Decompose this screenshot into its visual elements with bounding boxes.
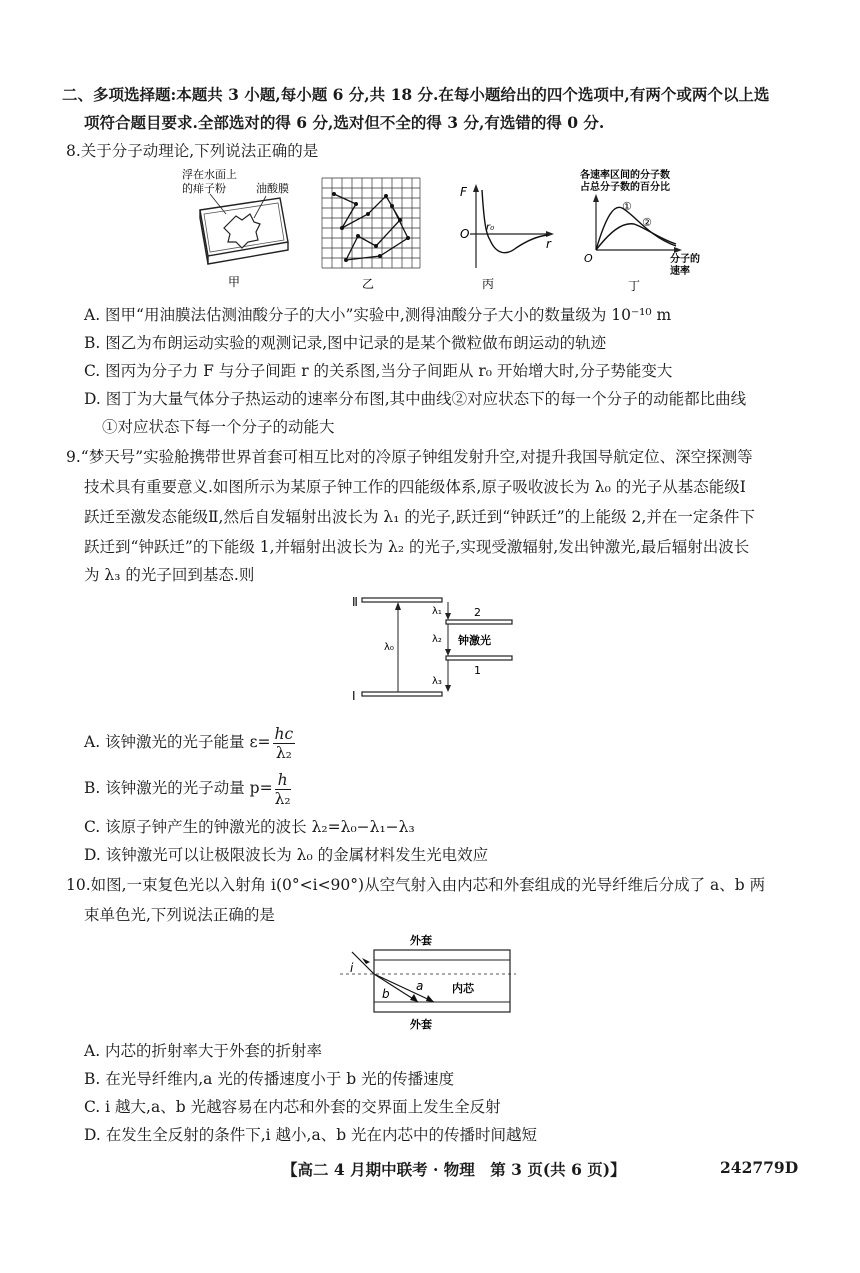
exam-code: 242779D [720, 1158, 799, 1177]
label-powder-2: 的痱子粉 [182, 182, 226, 195]
label-powder-1: 浮在水面上 [182, 168, 237, 181]
label-ding-title-1: 各速率区间的分子数 [580, 170, 670, 181]
q9-stem-line2: 技术具有重要意义.如图所示为某原子钟工作的四能级体系,原子吸收波长为 λ₀ 的光子从基态能级Ⅰ [84, 478, 746, 496]
q10-option-d: D. 在发生全反射的条件下,i 越小,a、b 光在内芯中的传播时间越短 [84, 1126, 538, 1144]
section-heading-line1: 二、多项选择题:本题共 3 小题,每小题 6 分,共 18 分.在每小题给出的四个选项中,有两个或两个以上选 [62, 85, 770, 104]
q10-stem-line1: 10.如图,一束复色光以入射角 i(0°<i<90°)从空气射入由内芯和外套组成的光导纤维后分成了 a、b 两 [66, 876, 766, 894]
q9-stem-line1: 9.“梦天号”实验舱携带世界首套可相互比对的冷原子钟组发射升空,对提升我国导航定位、深空探测等 [66, 448, 753, 466]
q9-stem-line3: 跃迁至激发态能级Ⅱ,然后自发辐射出波长为 λ₁ 的光子,跃迁到“钟跃迁”的上能级 2,并在一定条件下 [84, 508, 755, 526]
caption-yi: 乙 [362, 277, 375, 291]
figure-jia [170, 164, 300, 294]
label-cladding-top: 外套 [410, 934, 432, 947]
label-lambda0: λ₀ [384, 642, 394, 653]
q8-option-c: C. 图丙为分子力 F 与分子间距 r 的关系图,当分子间距从 r₀ 开始增大时,分子势能变大 [84, 362, 673, 380]
label-lambda2: λ₂ [432, 634, 442, 645]
label-level-I: Ⅰ [352, 689, 356, 703]
figure-ding [578, 166, 708, 294]
label-r: r [546, 237, 551, 251]
caption-ding: 丁 [628, 279, 641, 293]
q8-stem: 8.关于分子动理论,下列说法正确的是 [66, 142, 319, 160]
caption-bing: 丙 [482, 277, 495, 291]
fraction-denominator: λ₂ [275, 743, 292, 762]
q9-stem-line5: 为 λ₃ 的光子回到基态.则 [84, 566, 255, 584]
page-footer: 【高二 4 月期中联考 · 物理 第 3 页(共 6 页)】 [282, 1160, 626, 1179]
label-ray-a: a [416, 979, 424, 993]
label-O: O [460, 227, 470, 241]
q8-option-a: A. 图甲“用油膜法估测油酸分子的大小”实验中,测得油酸分子大小的数量级为 10⁻¹⁰ m [84, 306, 672, 324]
fraction-numerator: hc [274, 724, 294, 743]
figure-yi [320, 176, 430, 294]
q9-option-b [84, 770, 293, 808]
fraction-h-lambda2 [275, 771, 291, 808]
fraction-denominator: λ₂ [274, 789, 291, 808]
label-ding-x-2: 速率 [670, 266, 690, 277]
label-r0: r₀ [486, 222, 495, 233]
label-clock-laser: 钟激光 [458, 634, 491, 647]
label-oil-film: 油酸膜 [256, 182, 289, 195]
q10-option-b: B. 在光导纤维内,a 光的传播速度小于 b 光的传播速度 [84, 1070, 455, 1088]
caption-jia: 甲 [228, 275, 241, 289]
optical-fiber-diagram [340, 930, 530, 1034]
label-cladding-bottom: 外套 [410, 1018, 432, 1031]
q10-option-c: C. i 越大,a、b 光越容易在内芯和外套的交界面上发生全反射 [84, 1098, 501, 1116]
label-lambda1: λ₁ [432, 606, 442, 617]
label-lambda3: λ₃ [432, 676, 442, 687]
q8-option-d-line1: D. 图丁为大量气体分子热运动的速率分布图,其中曲线②对应状态下的每一个分子的动能都比曲线 [84, 390, 747, 408]
label-ding-title-2: 占总分子数的百分比 [580, 182, 670, 193]
label-ray-b: b [382, 987, 390, 1001]
label-F: F [460, 185, 467, 199]
label-angle-i: i [350, 961, 354, 975]
q10-stem-line2: 束单色光,下列说法正确的是 [84, 906, 275, 924]
q9-option-c: C. 该原子钟产生的钟激光的波长 λ₂=λ₀−λ₁−λ₃ [84, 818, 415, 836]
label-curve-2: ② [642, 216, 652, 229]
q8-option-b: B. 图乙为布朗运动实验的观测记录,图中记录的是某个微粒做布朗运动的轨迹 [84, 334, 607, 352]
q9-option-b-text: B. 该钟激光的光子动量 p= [84, 779, 273, 797]
label-ding-O: O [584, 252, 593, 265]
q8-option-d-line2: ①对应状态下每一个分子的动能大 [102, 418, 335, 436]
label-curve-1: ① [622, 200, 632, 213]
fraction-hc-lambda2 [273, 725, 296, 762]
label-level-1: 1 [474, 664, 481, 677]
q10-option-a: A. 内芯的折射率大于外套的折射率 [84, 1042, 323, 1060]
label-ding-x-1: 分子的 [670, 254, 700, 265]
label-core: 内芯 [452, 982, 474, 995]
label-level-2: 2 [474, 606, 481, 619]
energy-level-diagram [350, 592, 520, 706]
q9-option-a [84, 724, 297, 762]
section-heading-line2: 项符合题目要求.全部选对的得 6 分,选对但不全的得 3 分,有选错的得 0 分. [84, 113, 605, 132]
label-level-II: Ⅱ [352, 595, 358, 609]
q9-option-d: D. 该钟激光可以让极限波长为 λ₀ 的金属材料发生光电效应 [84, 846, 489, 864]
q9-stem-line4: 跃迁到“钟跃迁”的下能级 1,并辐射出波长为 λ₂ 的光子,实现受激辐射,发出钟激光,最后辐射出波长 [84, 538, 750, 556]
fraction-numerator: h [275, 771, 291, 790]
q9-option-a-text: A. 该钟激光的光子能量 ε= [84, 733, 271, 751]
figure-bing [450, 182, 560, 294]
